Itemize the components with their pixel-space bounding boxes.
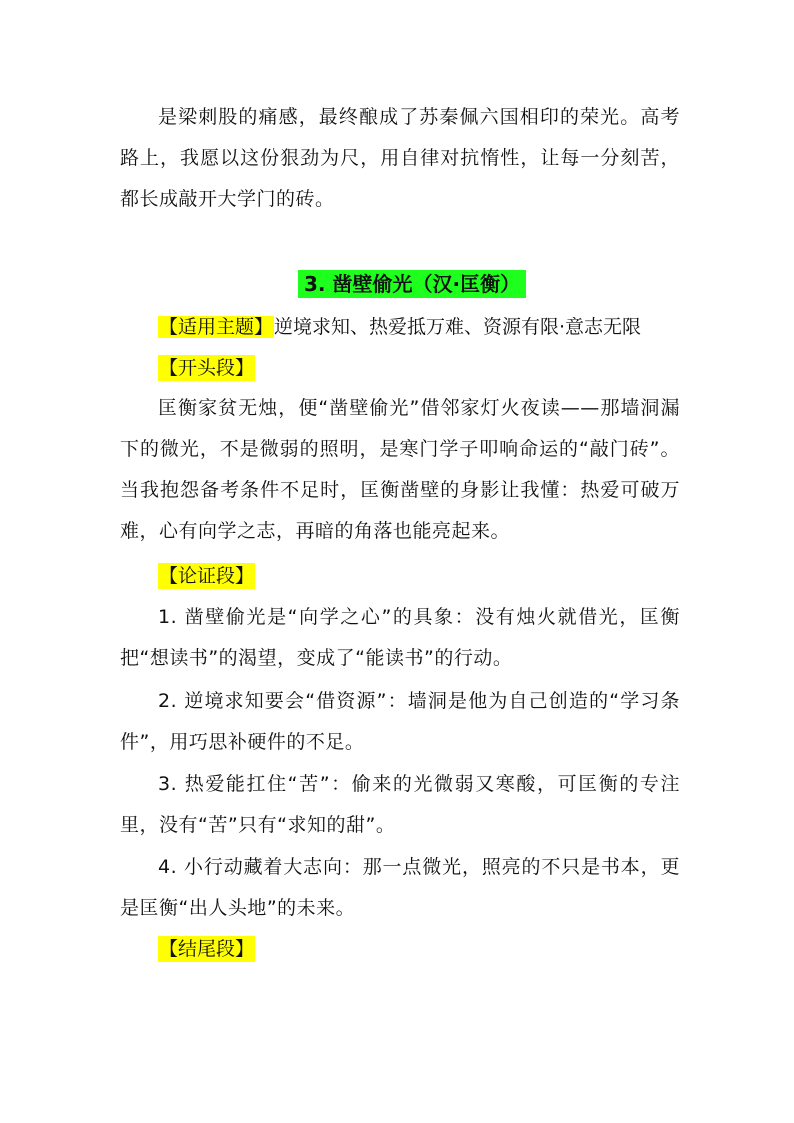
ending-label: 【结尾段】 <box>159 938 255 960</box>
section-title: 3. 凿壁偷光（汉·匡衡） <box>298 270 526 298</box>
argument-item-2: 2. 逆境求知要会“借资源”：墙洞是他为自己创造的“学习条件”，用巧思补硬件的不足。 <box>120 690 680 753</box>
opening-label: 【开头段】 <box>159 357 255 379</box>
argument-item-4: 4. 小行动藏着大志向：那一点微光，照亮的不只是书本，更是匡衡“出人头地”的未来。 <box>120 856 680 919</box>
theme-text: 逆境求知、热爱抵万难、资源有限·意志无限 <box>274 316 642 338</box>
argument-label: 【论证段】 <box>159 565 255 587</box>
argument-item-3: 3. 热爱能扛住“苦”：偷来的光微弱又寒酸，可匡衡的专注里，没有“苦”只有“求知的甜”。 <box>120 773 680 836</box>
opening-paragraph: 匡衡家贫无烛，便“凿壁偷光”借邻家灯火夜读——那墙洞漏下的微光，不是微弱的照明，是寒门学子叩响命运的“敲门砖”。当我抱怨备考条件不足时，匡衡凿壁的身影让我懂：热爱可破万难，心有向学之志，再暗的角落也能亮起来。 <box>120 397 680 542</box>
theme-label: 【适用主题】 <box>159 316 274 338</box>
theme-line <box>158 314 641 340</box>
continuation-paragraph: 是梁刺股的痛感，最终酿成了苏秦佩六国相印的荣光。高考路上，我愿以这份狠劲为尺，用自律对抗惰性，让每一分刻苦，都长成敲开大学门的砖。 <box>120 106 680 210</box>
argument-item-1: 1. 凿壁偷光是“向学之心”的具象：没有烛火就借光，匡衡把“想读书”的渴望，变成了“能读书”的行动。 <box>120 606 680 669</box>
